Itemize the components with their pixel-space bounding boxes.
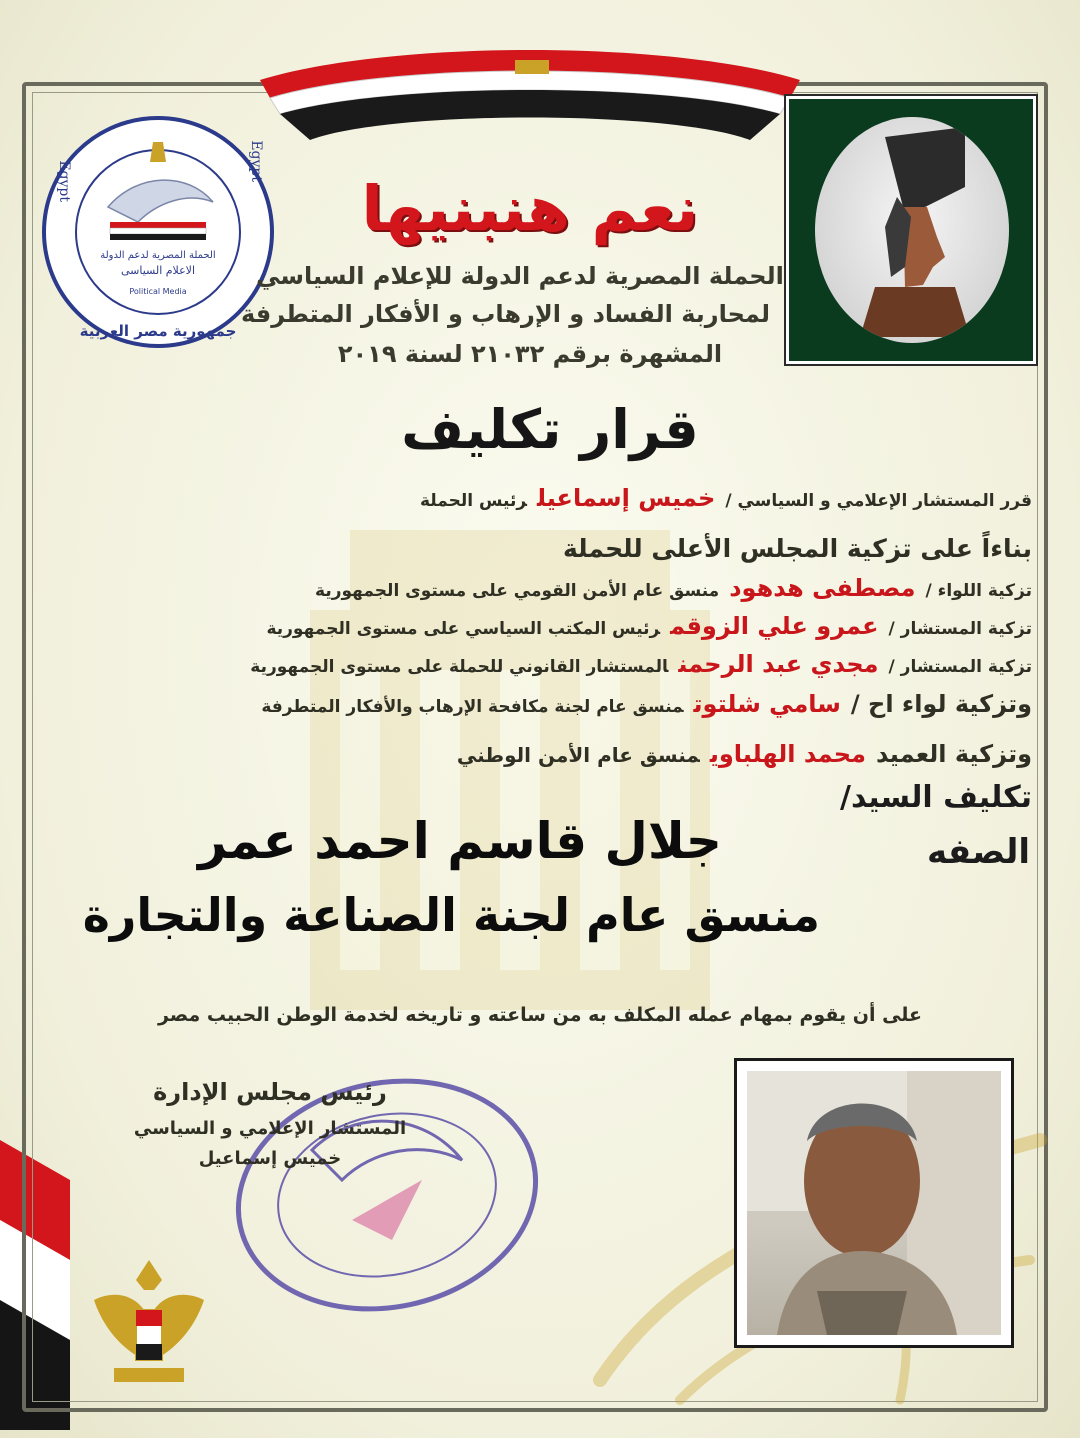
seal-inner-en: Political Media <box>129 287 187 296</box>
endorsement-prefix: وتزكية العميد <box>875 740 1032 768</box>
endorsement-name: مجدي عبد الرحمن <box>678 650 879 678</box>
endorsement-row <box>250 650 1032 678</box>
decision-title: قرار تكليف <box>401 398 699 461</box>
line1-name: خميس إسماعيل <box>536 484 716 512</box>
signer-name: خميس إسماعيل <box>198 1148 342 1169</box>
endorsement-row <box>266 612 1032 640</box>
endorsement-name: محمد الهلباوي <box>709 740 866 768</box>
seal-ring-right: Egypt <box>248 140 264 182</box>
eagle-emblem <box>84 1250 214 1400</box>
role-label: الصفه <box>926 832 1030 872</box>
decision-line-1 <box>420 484 1032 512</box>
endorsement-row <box>261 690 1032 718</box>
assignee-name: جلال قاسم احمد عمر <box>198 812 722 870</box>
endorsement-prefix: وتزكية لواء اح / <box>850 690 1032 718</box>
endorsement-prefix: تزكية اللواء / <box>925 581 1032 601</box>
endorsement-row <box>457 740 1032 768</box>
campaign-line-3: المشهرة برقم ٢١٠٣٢ لسنة ٢٠١٩ <box>337 340 723 368</box>
assignee-photo <box>734 1058 1014 1348</box>
endorsement-prefix: تزكية المستشار / <box>888 657 1032 677</box>
endorsement-name: مصطفى هدهود <box>729 574 916 602</box>
endorsement-prefix: تزكية المستشار / <box>888 619 1032 639</box>
seal-ring-bottom: جمهورية مصر العربية <box>79 322 237 340</box>
decision-line-2: بناءاً على تزكية المجلس الأعلى للحملة <box>562 534 1032 563</box>
nefertiti-bust-icon <box>815 117 1009 343</box>
signer-position: المستشار الإعلامي و السياسي <box>133 1118 407 1139</box>
line1-suffix: رئيس الحملة <box>419 491 527 511</box>
campaign-line-1: الحملة المصرية لدعم الدولة للإعلام السياسي <box>256 262 784 290</box>
endorsement-role: رئيس المكتب السياسي على مستوى الجمهورية <box>266 619 661 639</box>
endorsement-name: سامي شلتوت <box>693 690 841 718</box>
endorsement-role: منسق عام الأمن القومي على مستوى الجمهورية <box>315 581 720 601</box>
endorsement-role: المستشار القانوني للحملة على مستوى الجمهورية <box>250 657 669 677</box>
headline: نعم هنبنيها <box>361 172 699 245</box>
nefertiti-image <box>786 96 1036 364</box>
endorsement-role: منسق عام الأمن الوطني <box>456 743 700 767</box>
official-stamp <box>222 1070 552 1320</box>
person-portrait-icon <box>747 1071 1001 1335</box>
closing-statement: على أن يقوم بمهام عمله المكلف به من ساعته و تاريخه لخدمة الوطن الحبيب مصر <box>157 1004 923 1026</box>
seal-ring-left: Egypt <box>56 160 72 202</box>
seal-inner-line2: الاعلام السياسى <box>120 264 196 277</box>
seal-inner-line1: الحملة المصرية لدعم الدولة <box>100 250 216 261</box>
assignee-role: منسق عام لجنة الصناعة والتجارة <box>82 888 820 942</box>
endorsement-role: منسق عام لجنة مكافحة الإرهاب والأفكار المتطرفة <box>261 697 684 717</box>
line1-prefix: قرر المستشار الإعلامي و السياسي / <box>725 491 1032 511</box>
endorsement-row <box>315 574 1032 602</box>
signer-title: رئيس مجلس الإدارة <box>153 1078 387 1106</box>
campaign-line-2: لمحاربة الفساد و الإرهاب و الأفكار المتطرفة <box>240 300 770 328</box>
endorsement-name: عمرو علي الزوقم <box>670 612 879 640</box>
assign-label: تكليف السيد/ <box>840 780 1032 815</box>
flag-ribbon <box>250 40 810 150</box>
